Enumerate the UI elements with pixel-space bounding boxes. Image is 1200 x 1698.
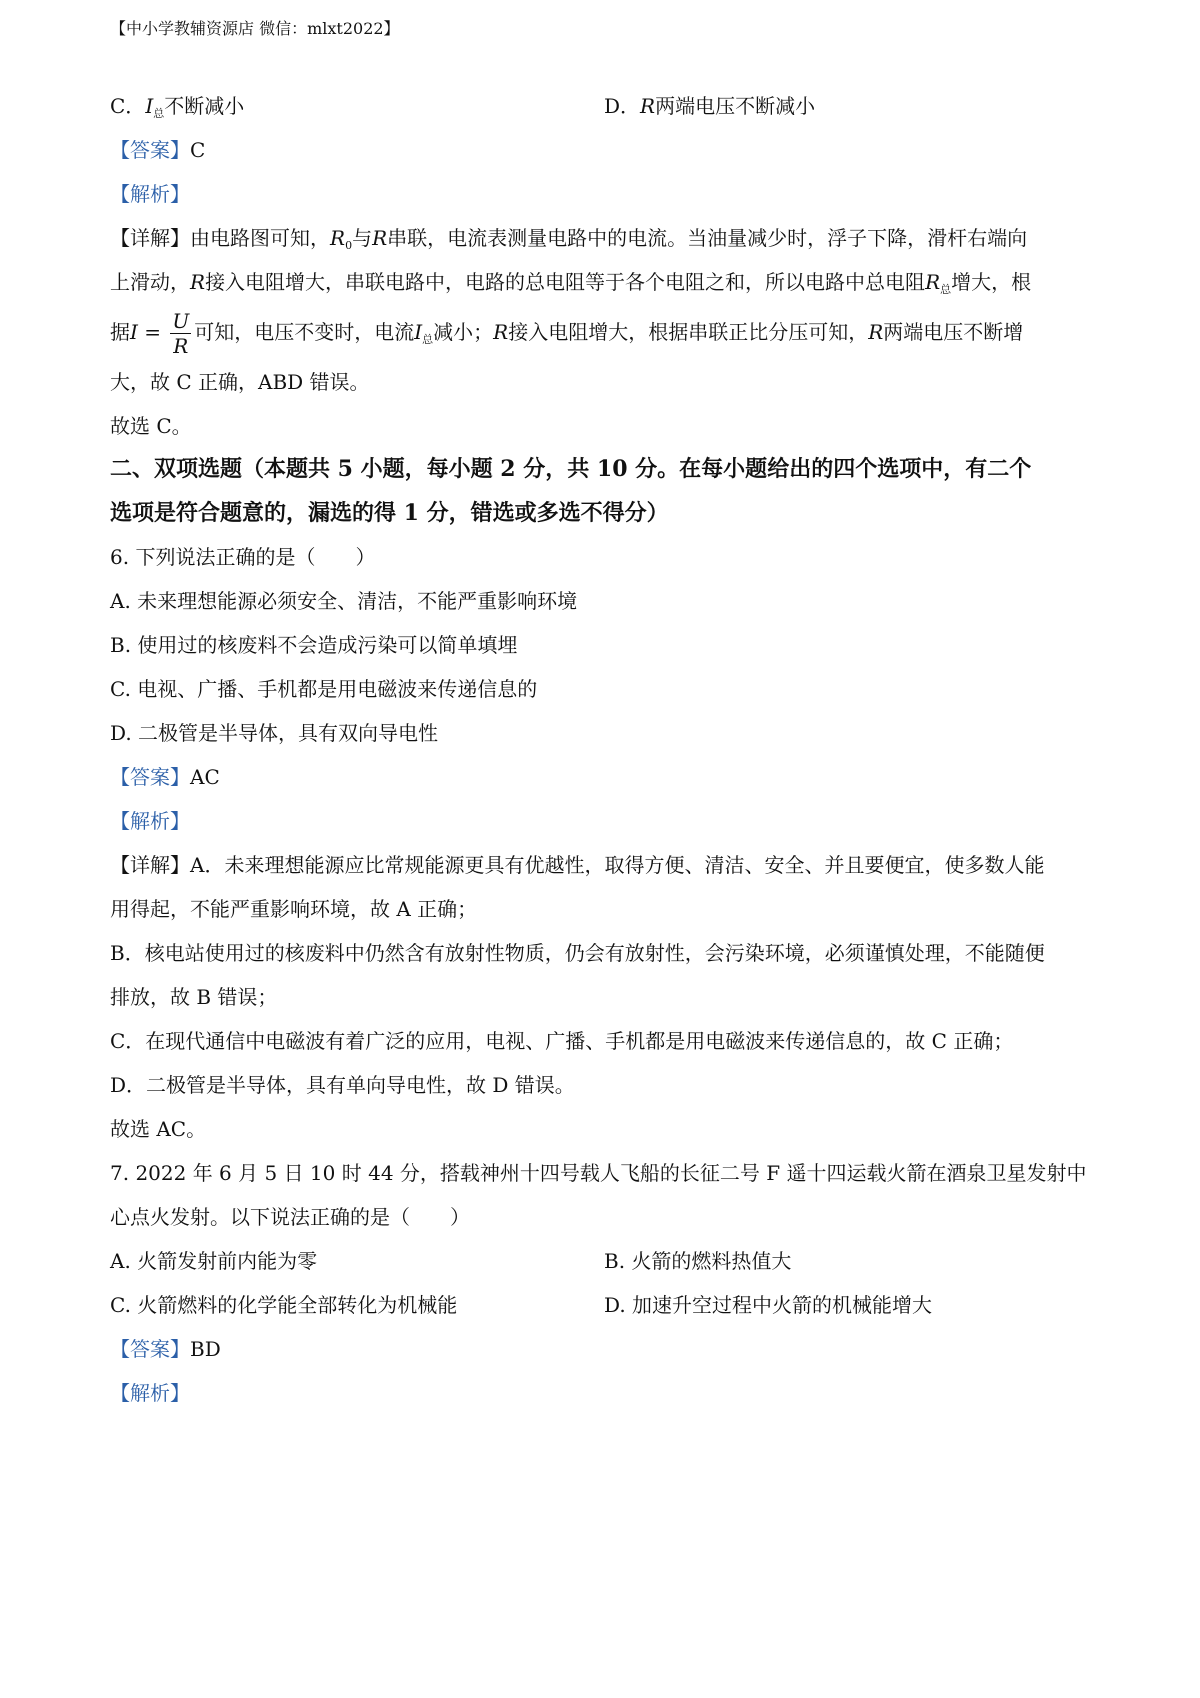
q6-stem: 6. 下列说法正确的是（ ）: [110, 545, 376, 569]
q7-answer: [110, 1335, 221, 1363]
q5-option-c: C．$I_总$不断减小: [110, 94, 245, 120]
q5-conclusion: 故选 C。: [110, 414, 192, 438]
q6-detail-line-3: B．核电站使用过的核废料中仍然含有放射性物质，仍会有放射性，会污染环境，必须谨慎处理，不能随便: [110, 941, 1045, 965]
ohms-law-fraction: $\frac{U}{R}$: [172, 309, 190, 358]
q5-detail-line-4: 大，故 C 正确，ABD 错误。: [110, 370, 370, 394]
q7-stem-line-2: 心点火发射。以下说法正确的是（ ）: [110, 1205, 470, 1229]
section-title-line-1: 二、双项选题（本题共 5 小题，每小题 2 分，共 10 分。在每小题给出的四个选项中，有二个: [110, 456, 1032, 482]
q5-detail-line-2: 上滑动，R接入电阻增大，串联电路中，电路的总电阻等于各个电阻之和，所以电路中总电阻$R_总$增大，根: [110, 270, 1032, 296]
q5-detail-line-3: 据I = $\frac{U}{R}$ 可知，电压不变时，电流$I_总$减小；R接入电阻增大，根据串联正比分压可知，R两端电压不断增: [110, 309, 1024, 358]
answer-label: 【答案】: [110, 765, 190, 789]
answer-label: 【答案】: [110, 138, 190, 162]
q6-option-c: C. 电视、广播、手机都是用电磁波来传递信息的: [110, 677, 538, 701]
q6-detail-line-5: C．在现代通信中电磁波有着广泛的应用，电视、广播、手机都是用电磁波来传递信息的，故 C 正确；: [110, 1029, 1014, 1053]
section-title-line-2: 选项是符合题意的，漏选的得 1 分，错选或多选不得分）: [110, 500, 669, 526]
answer-value: BD: [190, 1337, 221, 1361]
q6-detail-line-4: 排放，故 B 错误；: [110, 985, 278, 1009]
q6-detail-line-6: D．二极管是半导体，具有单向导电性，故 D 错误。: [110, 1073, 575, 1097]
q5-answer: [110, 136, 205, 164]
answer-value: C: [190, 138, 206, 162]
q7-option-b: B. 火箭的燃料热值大: [604, 1249, 792, 1273]
q6-option-a: A. 未来理想能源必须安全、清洁，不能严重影响环境: [110, 589, 578, 613]
q6-conclusion: 故选 AC。: [110, 1117, 207, 1141]
q7-option-c: C. 火箭燃料的化学能全部转化为机械能: [110, 1293, 458, 1317]
q5-analysis-label: 【解析】: [110, 182, 190, 206]
answer-label: 【答案】: [110, 1337, 190, 1361]
q6-analysis-label: 【解析】: [110, 809, 190, 833]
q7-option-a: A. 火箭发射前内能为零: [110, 1249, 318, 1273]
q5-detail-line-1: 【详解】由电路图可知，$R_0$与R串联，电流表测量电路中的电流。当油量减少时，浮子下降，滑杆右端向: [110, 226, 1028, 252]
q7-stem-line-1: 7. 2022 年 6 月 5 日 10 时 44 分，搭载神州十四号载人飞船的长征二号 F 遥十四运载火箭在酒泉卫星发射中: [110, 1161, 1087, 1185]
q6-option-b: B. 使用过的核废料不会造成污染可以简单填埋: [110, 633, 518, 657]
q6-detail-line-2: 用得起，不能严重影响环境，故 A 正确；: [110, 897, 478, 921]
q7-analysis-label: 【解析】: [110, 1381, 190, 1405]
answer-value: AC: [190, 765, 220, 789]
q6-detail-line-1: 【详解】A．未来理想能源应比常规能源更具有优越性，取得方便、清洁、安全、并且要便宜，使多数人能: [110, 853, 1045, 877]
q7-option-d: D. 加速升空过程中火箭的机械能增大: [604, 1293, 933, 1317]
page-header: 【中小学教辅资源店 微信：mlxt2022】: [110, 19, 400, 38]
q6-option-d: D. 二极管是半导体，具有双向导电性: [110, 721, 439, 745]
q5-option-d: D．R两端电压不断减小: [604, 94, 816, 118]
q6-answer: [110, 763, 220, 791]
